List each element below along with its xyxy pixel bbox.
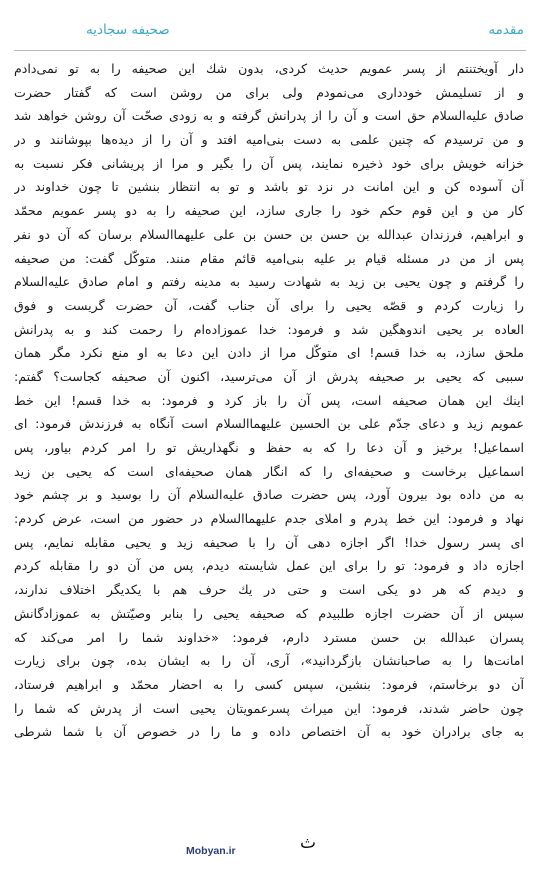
book-title: صحیفه سجادیه <box>86 22 170 38</box>
text-line: اسماعیل! برخیز و آن دعا را که به حفظ و نگهداریش تو را امر کردم بیاور، پس <box>14 440 524 455</box>
text-line: ای پسر رسول خدا! اگر اجازه دهی آن را با صحیفه زید و یحیی مقابله نمایم، پس <box>14 534 524 550</box>
body-text <box>14 57 524 744</box>
text-line: چون حاضر شدند، فرمود: این میراث پسرعمویتان یحیی است از پدرش که شما را <box>14 700 524 716</box>
text-line: اجازه داد و فرمود: تو را برای این عمل شایسته دیدم، پس من آن دو را مقابله کردم <box>14 558 524 574</box>
text-line: کار من و این قوم حکم خود را جاری سازد، این صحیفه را به دو پسر عمویم محمّد <box>14 203 524 219</box>
text-line: نهاد و فرمود: این خط پدرم و املای جدم علیهما‌السلام در حضور من است، عرض کردم: <box>14 511 524 527</box>
text-line: آن دو برخاستم، فرمود: بنشین، سپس کسی را به احضار محمّد و ابراهیم فرستاد، <box>14 676 524 692</box>
text-line: العاده بر یحیی اندوهگین شد و فرمود: خدا عموزاده‌ام را رحمت کند و به پدرانش <box>14 321 524 337</box>
section-title: مقدمه <box>488 22 524 38</box>
text-line: را زیارت کردم و قصّه یحیی را برای آن جناب گفت، آن حضرت گریست و فوق <box>14 297 524 313</box>
text-line: و دیدم که هر دو یکی است و حتی در یك حرف هم با یکدیگر اختلاف ندارند، <box>14 582 524 598</box>
text-line: عمویم زید و دعای جدّم علی بن الحسین علیهما‌السلام است آنگاه به فرزندش فرمود: ای <box>14 416 524 432</box>
website-watermark: Mobyan.ir <box>186 845 236 857</box>
page-header <box>0 0 540 52</box>
text-line: آن آسوده کن و این امانت در نزد تو باشد و تو به انتظار بنشین تا چون خداوند در <box>14 179 524 195</box>
text-line: ملحق سازد، به خدا قسم! ای متوکّل مرا از دادن این دعا به او منع نکرد مگر همان <box>14 345 524 361</box>
text-line: و ابراهیم، فرزندان عبدالله بن حسن بن حسن بن علی علیهما‌السلام برسان که آن دو نفر <box>14 226 524 242</box>
text-line: سپس از آن حضرت اجازه طلبیدم که صحیفه یحیی را بنابر وصیّتش به عموزادگانش <box>14 605 524 621</box>
text-line: پس از من در مسئله قیام بر علیه بنی‌امیه قائم مقام منند. متوکّل گفت: من صحیفه <box>14 250 524 266</box>
text-line: به من داده بود بیرون آورد، پس حضرت صادق علیه‌السلام آن را بوسید و بر چشم خود <box>14 487 524 503</box>
text-line: خزانه خویش برای خود ذخیره نمایند، پس آن را بگیر و مرا از پریشانی فکر نسبت به <box>14 155 524 171</box>
text-line: امانت‌ها را به صاحبانشان بازگردانید»، آری، آن را به ایشان بده، چون برای زیارت <box>14 653 524 669</box>
text-line: را گرفتم و چون یحیی بن زید به شهادت رسید به مدینه رفتم و امام صادق علیه‌السلام <box>14 274 524 290</box>
text-line: صادق علیه‌السلام حق است و آن را از پدرانش گرفته و به زودی صحّت آن روشن خواهد شد <box>14 108 524 124</box>
text-line: و از تسلیمش خودداری می‌نمودم ولی برای من روشن است که گفتار حضرت <box>14 84 524 100</box>
header-divider <box>14 50 526 51</box>
text-line: به جای برادران خود به آن اختصاص داده و ما را در خصوص آن با شما شرطی <box>14 724 524 740</box>
page-number: ث <box>300 833 317 853</box>
text-line: اسماعیل برخاست و صحیفه‌ای را که انگار همان صحیفه‌ای است که یحیی بن زید <box>14 463 524 479</box>
text-line: پسران عبدالله بن حسن مسترد دارم، فرمود: «خداوند شما را امر می‌کند که <box>14 629 524 645</box>
text-line: دار آویختنتم از پسر عمویم حدیث کردی، بدون شك این صحیفه را به تو نمی‌دادم <box>14 61 524 76</box>
text-line: و من ترسیدم که چنین علمی به دست بنی‌امیه افتد و آن را از دیده‌ها بپوشانند و در <box>14 132 524 148</box>
text-line: سببی که یحیی بر صحیفه پدرش از آن می‌ترسید، اکنون آن صحیفه کجاست؟ گفتم: <box>14 368 524 384</box>
text-line: اینك این همان صحیفه است، پس آن را باز کرد و فرمود: به خدا قسم! این خط <box>14 392 524 408</box>
